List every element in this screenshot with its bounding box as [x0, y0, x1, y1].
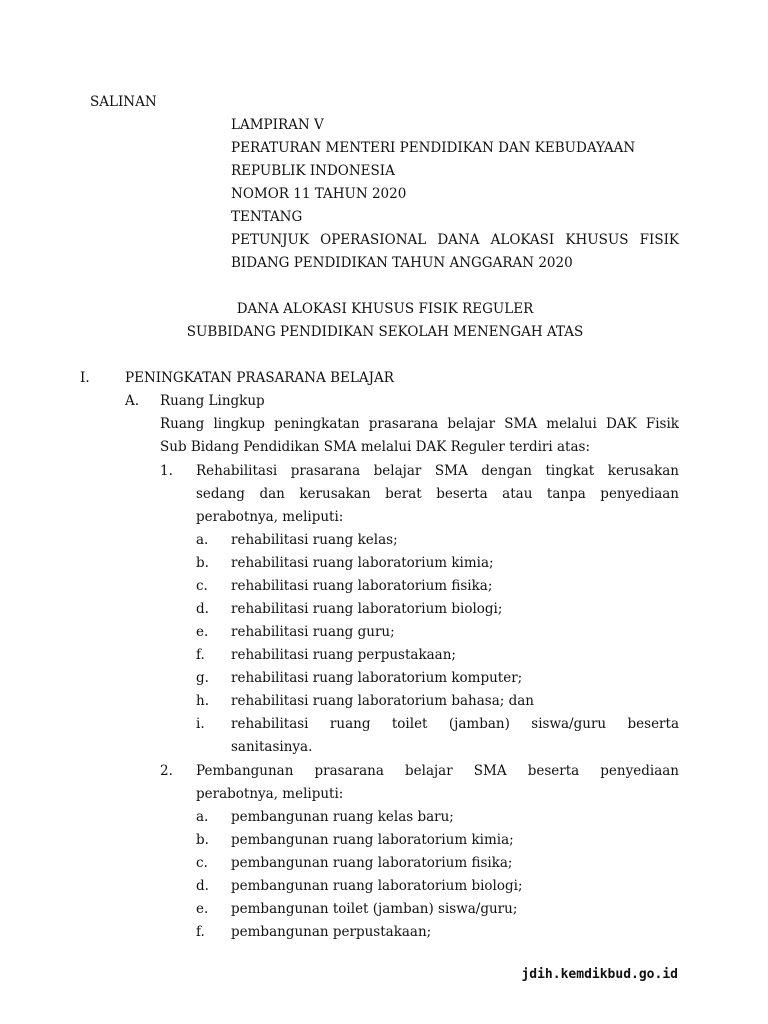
- footer-url: jdih.kemdikbud.go.id: [521, 967, 678, 982]
- list-item: rehabilitasi ruang laboratorium biologi;: [231, 601, 503, 617]
- list-item-key: d.: [196, 601, 209, 617]
- subsection-title: Ruang Lingkup: [160, 393, 265, 409]
- intro-line-2: Sub Bidang Pendidikan SMA melalui DAK Reguler terdiri atas:: [160, 439, 590, 455]
- item-2-number: 2.: [160, 763, 173, 779]
- section-title: PENINGKATAN PRASARANA BELAJAR: [125, 370, 394, 386]
- item-2-line-1: Pembangunan prasarana belajar SMA beserta penyediaan: [196, 763, 679, 779]
- list-item-key: i.: [196, 716, 205, 732]
- list-item: rehabilitasi ruang laboratorium komputer;: [231, 670, 523, 686]
- list-item-key: a.: [196, 809, 209, 825]
- list-item: pembangunan toilet (jamban) siswa/guru;: [231, 901, 518, 917]
- item-1-number: 1.: [160, 463, 173, 479]
- list-item: rehabilitasi ruang toilet (jamban) siswa/guru beserta: [231, 716, 679, 732]
- list-item: rehabilitasi ruang perpustakaan;: [231, 647, 456, 663]
- item-1-line-2: sedang dan kerusakan berat beserta atau tanpa penyediaan: [196, 486, 679, 502]
- list-item-key: f.: [196, 647, 205, 663]
- list-item-key: f.: [196, 924, 205, 940]
- list-item: rehabilitasi ruang laboratorium fisika;: [231, 578, 493, 594]
- list-item-key: c.: [196, 578, 208, 594]
- intro-line-1: Ruang lingkup peningkatan prasarana belajar SMA melalui DAK Fisik: [160, 416, 679, 432]
- subsection-number: A.: [125, 393, 140, 409]
- judul-line-1: PETUNJUK OPERASIONAL DANA ALOKASI KHUSUS FISIK: [231, 232, 679, 248]
- peraturan-line: PERATURAN MENTERI PENDIDIKAN DAN KEBUDAYAAN: [231, 140, 636, 156]
- list-item: pembangunan ruang laboratorium fisika;: [231, 855, 513, 871]
- list-item-key: c.: [196, 855, 208, 871]
- list-item-key: e.: [196, 624, 209, 640]
- list-item: pembangunan ruang laboratorium biologi;: [231, 878, 523, 894]
- lampiran-label: LAMPIRAN V: [231, 117, 324, 133]
- item-1-line-1: Rehabilitasi prasarana belajar SMA dengan tingkat kerusakan: [196, 463, 679, 479]
- item-1-line-3: perabotnya, meliputi:: [196, 509, 344, 525]
- list-item: rehabilitasi ruang kelas;: [231, 532, 398, 548]
- tentang-line: TENTANG: [231, 209, 303, 225]
- section-number: I.: [80, 370, 90, 386]
- list-item-key: a.: [196, 532, 209, 548]
- salinan-label: SALINAN: [90, 94, 157, 110]
- nomor-line: NOMOR 11 TAHUN 2020: [231, 186, 407, 202]
- list-item-key: b.: [196, 555, 209, 571]
- list-item-key: b.: [196, 832, 209, 848]
- list-item: pembangunan ruang laboratorium kimia;: [231, 832, 514, 848]
- document-title-1: DANA ALOKASI KHUSUS FISIK REGULER: [236, 301, 534, 317]
- list-item-key: d.: [196, 878, 209, 894]
- list-item-key: g.: [196, 670, 209, 686]
- list-item: rehabilitasi ruang laboratorium bahasa; dan: [231, 693, 534, 709]
- document-title-2: SUBBIDANG PENDIDIKAN SEKOLAH MENENGAH ATAS: [186, 324, 584, 340]
- list-item: pembangunan ruang kelas baru;: [231, 809, 454, 825]
- list-item-key: h.: [196, 693, 209, 709]
- item-2-line-2: perabotnya, meliputi:: [196, 786, 344, 802]
- judul-line-2: BIDANG PENDIDIKAN TAHUN ANGGARAN 2020: [231, 255, 573, 271]
- list-item: rehabilitasi ruang guru;: [231, 624, 395, 640]
- list-item: pembangunan perpustakaan;: [231, 924, 432, 940]
- list-item-key: e.: [196, 901, 209, 917]
- list-item-continuation: sanitasinya.: [231, 739, 313, 755]
- list-item: rehabilitasi ruang laboratorium kimia;: [231, 555, 494, 571]
- republik-line: REPUBLIK INDONESIA: [231, 163, 395, 179]
